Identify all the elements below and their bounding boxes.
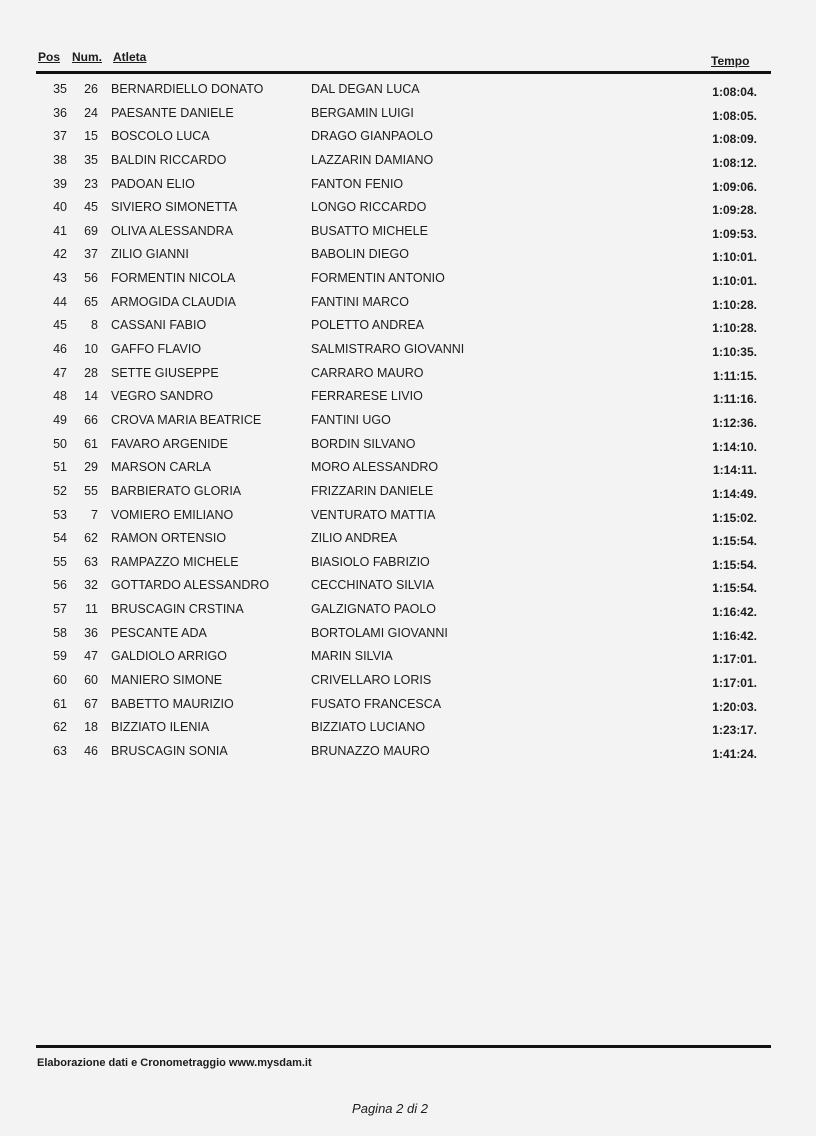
row-pos: 50 (53, 436, 67, 451)
row-athlete-2: LAZZARIN DAMIANO (311, 152, 434, 167)
row-pos: 41 (53, 223, 67, 238)
row-athlete-1: BERNARDIELLO DONATO (111, 82, 264, 96)
row-num: 29 (84, 460, 98, 475)
table-row (0, 245, 816, 269)
table-row (0, 718, 816, 742)
row-athlete-2: CRIVELLARO LORIS (311, 673, 432, 688)
row-pos: 40 (53, 200, 67, 215)
row-pos: 38 (53, 152, 67, 167)
table-row (0, 198, 816, 222)
row-pos: 57 (53, 602, 67, 617)
table-row (0, 529, 816, 553)
row-pos: 47 (53, 365, 67, 380)
table-row (0, 340, 816, 364)
row-time: 1:08:12. (712, 155, 757, 170)
row-athlete-1: BARBIERATO GLORIA (111, 483, 242, 498)
row-athlete-2: BERGAMIN LUIGI (311, 105, 414, 120)
row-athlete-2: BORTOLAMI GIOVANNI (311, 625, 448, 640)
row-time: 1:16:42. (712, 628, 757, 643)
header-atleta: Atleta (113, 50, 147, 64)
page-number: Pagina 2 di 2 (352, 1101, 428, 1116)
row-athlete-1: CASSANI FABIO (111, 318, 207, 333)
table-row (0, 695, 816, 719)
row-time: 1:12:36. (712, 415, 757, 430)
row-time: 1:09:06. (712, 179, 757, 194)
row-num: 69 (84, 223, 98, 238)
row-athlete-1: PESCANTE ADA (111, 625, 207, 640)
row-pos: 59 (53, 649, 67, 664)
row-time: 1:14:11. (712, 463, 757, 478)
row-pos: 49 (53, 412, 67, 427)
footer-divider (36, 1045, 771, 1048)
row-time: 1:20:03. (712, 699, 757, 714)
row-athlete-2: FUSATO FRANCESCA (311, 696, 442, 711)
table-row (0, 671, 816, 695)
row-time: 1:09:53. (712, 226, 757, 241)
table-row (0, 175, 816, 199)
row-pos: 53 (53, 507, 67, 522)
row-time: 1:16:42. (712, 605, 757, 620)
row-time: 1:10:01. (712, 250, 757, 265)
row-athlete-2: CARRARO MAURO (311, 365, 424, 380)
row-time: 1:10:01. (712, 274, 757, 289)
row-time: 1:08:09. (712, 132, 757, 147)
row-num: 61 (84, 436, 98, 451)
row-athlete-1: PAESANTE DANIELE (111, 105, 234, 120)
results-table (0, 80, 816, 766)
row-num: 55 (84, 483, 98, 498)
row-pos: 42 (53, 247, 67, 262)
row-athlete-1: MARSON CARLA (111, 460, 212, 475)
row-athlete-1: PADOAN ELIO (111, 176, 195, 191)
row-athlete-1: MANIERO SIMONE (111, 673, 223, 688)
row-pos: 39 (53, 176, 67, 191)
table-row (0, 435, 816, 459)
row-time: 1:41:24. (712, 746, 757, 761)
header-tempo: Tempo (711, 54, 750, 68)
row-pos: 60 (53, 673, 67, 688)
row-num: 35 (84, 152, 98, 167)
row-athlete-2: FERRARESE LIVIO (311, 389, 423, 404)
row-athlete-1: VEGRO SANDRO (111, 389, 214, 404)
table-row (0, 364, 816, 388)
row-time: 1:10:28. (712, 297, 757, 312)
row-num: 7 (91, 507, 98, 522)
row-pos: 55 (53, 554, 67, 569)
row-pos: 36 (53, 105, 67, 120)
header-divider (36, 71, 771, 74)
row-num: 63 (84, 554, 98, 569)
row-athlete-1: BOSCOLO LUCA (111, 129, 210, 144)
row-athlete-2: BIASIOLO FABRIZIO (311, 554, 430, 569)
row-athlete-1: BRUSCAGIN CRSTINA (111, 602, 244, 617)
row-athlete-1: BIZZIATO ILENIA (111, 720, 210, 735)
table-row (0, 293, 816, 317)
row-time: 1:23:17. (712, 723, 757, 738)
row-athlete-1: VOMIERO EMILIANO (111, 507, 234, 522)
row-athlete-2: CECCHINATO SILVIA (311, 578, 434, 593)
row-num: 36 (84, 625, 98, 640)
row-time: 1:15:54. (712, 581, 757, 596)
row-athlete-1: RAMON ORTENSIO (111, 531, 227, 546)
row-time: 1:11:16. (712, 392, 757, 407)
row-athlete-1: SIVIERO SIMONETTA (111, 200, 238, 215)
table-row (0, 387, 816, 411)
table-row (0, 222, 816, 246)
row-pos: 62 (53, 720, 67, 735)
footer-credit: Elaborazione dati e Cronometraggio www.mysdam.it (37, 1057, 312, 1069)
table-row (0, 269, 816, 293)
row-athlete-2: FRIZZARIN DANIELE (311, 483, 434, 498)
table-row (0, 151, 816, 175)
row-num: 11 (85, 602, 98, 617)
row-num: 47 (84, 649, 98, 664)
table-row (0, 127, 816, 151)
row-athlete-2: DAL DEGAN LUCA (311, 82, 420, 96)
row-athlete-2: LONGO RICCARDO (311, 200, 427, 215)
row-pos: 51 (53, 460, 67, 475)
row-pos: 61 (53, 696, 67, 711)
row-num: 8 (91, 318, 98, 333)
row-time: 1:17:01. (712, 652, 757, 667)
row-pos: 48 (53, 389, 67, 404)
row-time: 1:17:01. (712, 676, 757, 691)
row-time: 1:15:54. (712, 534, 757, 549)
row-athlete-1: SETTE GIUSEPPE (111, 365, 219, 380)
row-time: 1:14:49. (712, 486, 757, 501)
row-athlete-2: GALZIGNATO PAOLO (311, 602, 437, 617)
row-athlete-2: POLETTO ANDREA (311, 318, 424, 333)
table-row (0, 80, 816, 104)
table-row (0, 553, 816, 577)
table-row (0, 624, 816, 648)
row-athlete-1: BRUSCAGIN SONIA (111, 743, 228, 758)
row-athlete-1: FAVARO ARGENIDE (111, 436, 228, 451)
row-athlete-1: OLIVA ALESSANDRA (111, 223, 234, 238)
row-num: 56 (84, 271, 98, 286)
table-row (0, 742, 816, 766)
row-time: 1:10:35. (712, 345, 757, 360)
row-athlete-2: VENTURATO MATTIA (311, 507, 436, 522)
table-row (0, 647, 816, 671)
header-num: Num. (72, 50, 102, 64)
row-athlete-1: GALDIOLO ARRIGO (111, 649, 228, 664)
row-athlete-2: FORMENTIN ANTONIO (311, 271, 445, 286)
row-num: 32 (84, 578, 98, 593)
row-num: 18 (84, 720, 98, 735)
row-athlete-2: BRUNAZZO MAURO (311, 743, 430, 758)
row-athlete-2: DRAGO GIANPAOLO (311, 129, 434, 144)
row-num: 60 (84, 673, 98, 688)
table-row (0, 316, 816, 340)
row-pos: 63 (53, 743, 67, 758)
row-pos: 46 (53, 342, 67, 357)
row-pos: 45 (53, 318, 67, 333)
row-time: 1:08:05. (712, 108, 757, 123)
row-athlete-2: ZILIO ANDREA (311, 531, 398, 546)
row-athlete-1: BALDIN RICCARDO (111, 152, 227, 167)
row-time: 1:08:04. (712, 85, 757, 99)
row-num: 37 (84, 247, 98, 262)
table-row (0, 104, 816, 128)
row-athlete-1: RAMPAZZO MICHELE (111, 554, 239, 569)
row-num: 26 (84, 82, 98, 96)
row-athlete-2: FANTON FENIO (311, 176, 404, 191)
row-athlete-1: GAFFO FLAVIO (111, 342, 202, 357)
row-time: 1:11:15. (712, 368, 757, 383)
row-athlete-2: SALMISTRARO GIOVANNI (311, 342, 465, 357)
row-athlete-1: FORMENTIN NICOLA (111, 271, 236, 286)
row-athlete-1: CROVA MARIA BEATRICE (111, 412, 262, 427)
row-num: 23 (84, 176, 98, 191)
row-pos: 58 (53, 625, 67, 640)
row-num: 15 (84, 129, 98, 144)
table-row (0, 600, 816, 624)
row-time: 1:14:10. (712, 439, 757, 454)
row-athlete-2: BORDIN SILVANO (311, 436, 416, 451)
row-num: 24 (84, 105, 98, 120)
row-pos: 54 (53, 531, 67, 546)
row-athlete-2: FANTINI MARCO (311, 294, 409, 309)
row-athlete-2: MORO ALESSANDRO (311, 460, 439, 475)
row-pos: 44 (53, 294, 67, 309)
row-time: 1:15:02. (712, 510, 757, 525)
row-num: 62 (84, 531, 98, 546)
table-row (0, 458, 816, 482)
row-num: 65 (84, 294, 98, 309)
row-athlete-2: BABOLIN DIEGO (311, 247, 409, 262)
row-pos: 43 (53, 271, 67, 286)
row-athlete-2: MARIN SILVIA (311, 649, 393, 664)
row-time: 1:10:28. (712, 321, 757, 336)
row-athlete-2: BUSATTO MICHELE (311, 223, 428, 238)
row-num: 28 (84, 365, 98, 380)
header-pos: Pos (38, 50, 61, 64)
row-num: 67 (84, 696, 98, 711)
row-athlete-2: BIZZIATO LUCIANO (311, 720, 426, 735)
row-pos: 37 (53, 129, 67, 144)
row-athlete-2: FANTINI UGO (311, 412, 391, 427)
row-num: 45 (84, 200, 98, 215)
row-time: 1:09:28. (712, 203, 757, 218)
row-athlete-1: BABETTO MAURIZIO (111, 696, 234, 711)
row-pos: 35 (53, 82, 67, 96)
table-row (0, 576, 816, 600)
row-athlete-1: ZILIO GIANNI (111, 247, 189, 262)
row-num: 14 (84, 389, 98, 404)
row-num: 46 (84, 743, 98, 758)
table-row (0, 411, 816, 435)
row-pos: 52 (53, 483, 67, 498)
row-time: 1:15:54. (712, 557, 757, 572)
row-num: 10 (84, 342, 98, 357)
row-pos: 56 (53, 578, 67, 593)
row-athlete-1: ARMOGIDA CLAUDIA (111, 294, 237, 309)
row-athlete-1: GOTTARDO ALESSANDRO (111, 578, 270, 593)
row-num: 66 (84, 412, 98, 427)
table-row (0, 482, 816, 506)
table-row (0, 506, 816, 530)
